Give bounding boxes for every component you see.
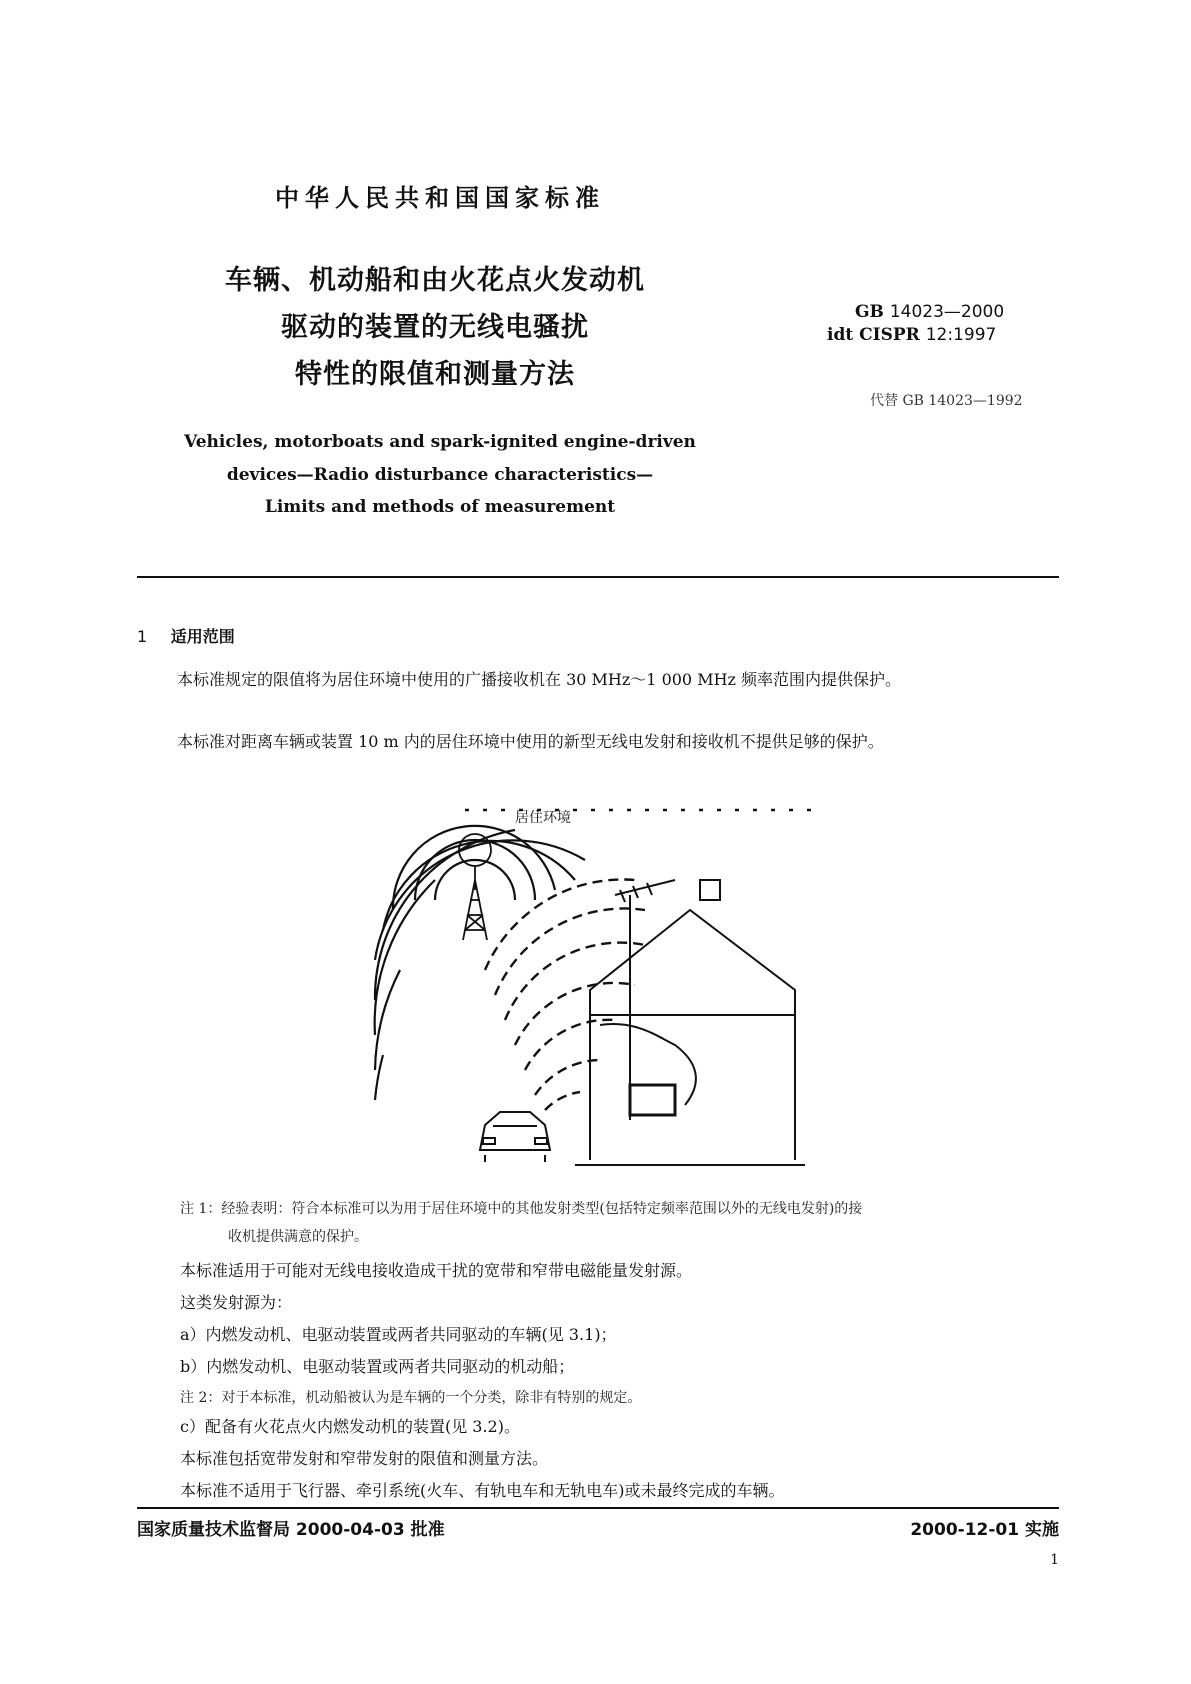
scope-paragraph-1: 本标准规定的限值将为居住环境中使用的广播接收机在 30 MHz～1 000 MHz 频率范围内提供保护。	[177, 670, 902, 689]
idt-prefix: idt CISPR	[827, 325, 920, 345]
gb-standard-number	[855, 302, 1004, 322]
residential-environment-figure	[375, 810, 815, 1180]
chinese-title-line-3: 特性的限值和测量方法	[295, 359, 575, 390]
note-1	[180, 1195, 862, 1251]
note-1-lead: 注 1：经验表明：符合本标准可以为用于居住环境中的其他发射类型(包括特定频率范围以外的无线电发射)的接	[180, 1201, 863, 1217]
standard-category-title: 中华人民共和国国家标准	[275, 184, 605, 212]
effective-date: 2000-12-01 实施	[910, 1520, 1059, 1540]
footer-divider	[137, 1507, 1059, 1509]
disturbance-arc-4	[515, 983, 635, 1045]
page-number: 1	[1050, 1552, 1059, 1568]
list-item-c: c）配备有火花点火内燃发动机的装置(见 3.2)。	[180, 1417, 520, 1436]
english-title-line-1: Vehicles, motorboats and spark-ignited engine-driven	[184, 432, 696, 452]
disturbance-arc-5	[525, 1020, 615, 1070]
idt-standard-number	[827, 325, 996, 345]
note-1-continuation: 收机提供满意的保护。	[228, 1229, 368, 1245]
section-number: 1	[137, 627, 148, 646]
replaces-standard: 代替 GB 14023—1992	[870, 393, 1023, 409]
figure-label: 居住环境	[515, 810, 571, 826]
car	[480, 1112, 550, 1162]
body-line-2: 这类发射源为：	[180, 1293, 293, 1312]
section-title: 适用范围	[170, 627, 235, 646]
note-2: 注 2：对于本标准，机动船被认为是车辆的一个分类，除非有特别的规定。	[180, 1390, 642, 1406]
idt-number: 12:1997	[925, 325, 997, 345]
english-title-line-3: Limits and methods of measurement	[264, 497, 616, 517]
disturbance-arc-3	[505, 943, 645, 1020]
body-line-4: 本标准不适用于飞行器、牵引系统(火车、有轨电车和无轨电车)或未最终完成的车辆。	[180, 1481, 785, 1500]
gb-prefix: GB	[855, 302, 884, 322]
list-item-a: a）内燃发动机、电驱动装置或两者共同驱动的车辆(见 3.1)；	[180, 1325, 617, 1344]
list-item-b: b）内燃发动机、电驱动装置或两者共同驱动的机动船；	[180, 1357, 575, 1376]
gb-number: 14023—2000	[889, 302, 1005, 322]
chinese-title-line-2: 驱动的装置的无线电骚扰	[281, 312, 589, 343]
wave-arc-6	[375, 830, 515, 1000]
chinese-title-line-1: 车辆、机动船和由火花点火发动机	[225, 265, 645, 296]
approval-date: 国家质量技术监督局 2000-04-03 批准	[137, 1520, 445, 1540]
header-divider	[137, 576, 1059, 578]
disturbance-arc-2	[495, 908, 645, 995]
scope-paragraph-2: 本标准对距离车辆或装置 10 m 内的居住环境中使用的新型无线电发射和接收机不提供足够的保护。	[177, 732, 884, 751]
body-line-1: 本标准适用于可能对无线电接收造成干扰的宽带和窄带电磁能量发射源。	[180, 1261, 693, 1280]
english-title-line-2: devices—Radio disturbance characteristics—	[226, 465, 654, 485]
body-line-3: 本标准包括宽带发射和窄带发射的限值和测量方法。	[180, 1449, 549, 1468]
section-heading	[137, 624, 235, 647]
house	[575, 880, 805, 1165]
disturbance-arc-7	[545, 1092, 580, 1110]
